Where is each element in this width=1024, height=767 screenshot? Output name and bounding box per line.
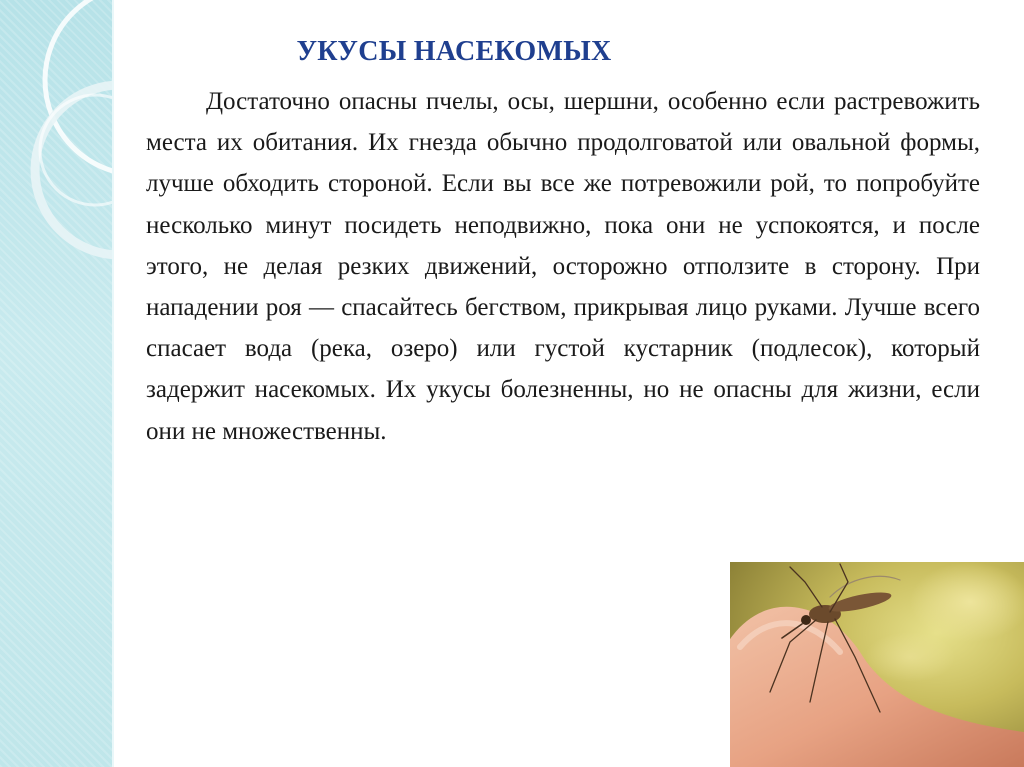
decorative-side-band [0, 0, 114, 767]
mosquito-photo [730, 562, 1024, 767]
body-paragraph: Достаточно опасны пчелы, осы, шершни, особенно если растревожить места их обитания. Их гнезда обычно продолговатой или овальной формы, лучше обходить стороной. Если вы все же потревожили рой, то попробуйте несколько минут посидеть неподвижно, пока они не успокоятся, и после этого, не делая резких движений, осторожно отползите в сторону. При нападении роя — спасайтесь бегством, прикрывая лицо руками. Лучше всего спасает вода (река, озеро) или густой кустарник (подлесок), который задержит насекомых. Их укусы болезненны, но не опасны для жизни, если они не множественны. [146, 88, 980, 445]
page-title: УКУСЫ НАСЕКОМЫХ [296, 36, 612, 67]
decorative-circles [0, 0, 112, 767]
